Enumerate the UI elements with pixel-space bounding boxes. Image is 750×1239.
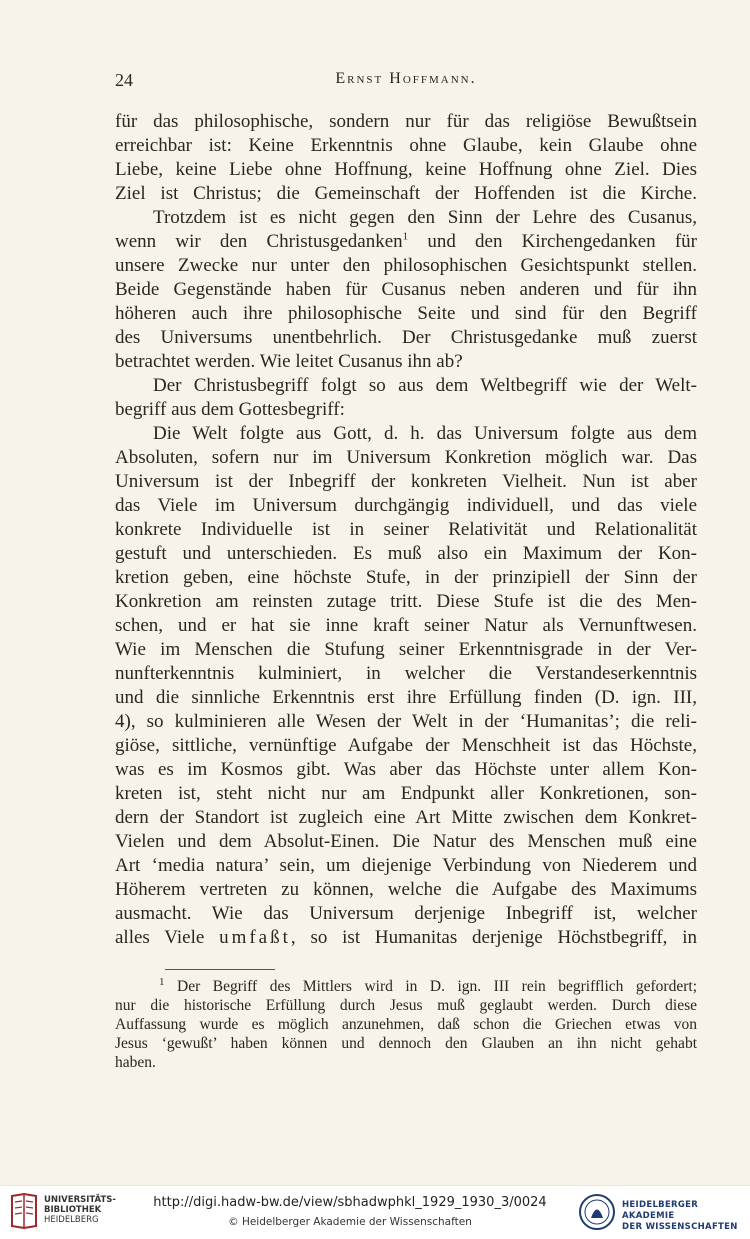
permalink-url[interactable]: http://digi.hadw-bw.de/view/sbhadwphkl_1929_1930_3/0024 (153, 1195, 547, 1210)
text-line: Beide Gegenstände haben für Cusanus neben anderen und für ihn (115, 279, 697, 300)
text-line: 4), so kulminieren alle Wesen der Welt in der ‘Humanitas’; die reli- (115, 711, 697, 732)
text-line: Höherem vertreten zu können, welche die Aufgabe des Maximums (115, 879, 697, 900)
text-line: Vielen und dem Absolut-Einen. Die Natur des Menschen muß eine (115, 831, 697, 852)
academy-name-line: HEIDELBERGER AKADEMIE (622, 1200, 699, 1221)
library-name-line: UNIVERSITÄTS- (44, 1195, 116, 1205)
text-line: schen, und er hat sie inne kraft seiner Natur als Vernunftwesen. (115, 615, 697, 636)
text-line: höheren auch ihre philosophische Seite und sind für den Begriff (115, 303, 697, 324)
academy-seal-icon[interactable] (578, 1191, 616, 1233)
text-line: ausmacht. Wie das Universum derjenige Inbegriff ist, welcher (115, 903, 697, 924)
emphasis-spaced: umfaßt (219, 927, 291, 948)
text-line: das Viele im Universum durchgängig individuell, und das viele (115, 495, 697, 516)
text-line (115, 230, 697, 254)
university-library-name (44, 1195, 116, 1225)
page-header (115, 70, 697, 94)
library-name-line: BIBLIOTHEK (44, 1205, 102, 1215)
text-fragment: wenn wir den Christusgedanken (115, 231, 403, 252)
footnote-line (115, 977, 697, 996)
footnote-line: Auffassung wurde es möglich anzunehmen, daß schon die Griechen etwas von (115, 1016, 697, 1033)
viewer-footer (0, 1185, 750, 1239)
footnote-line: nur die historische Erfüllung durch Jesus muß geglaubt werden. Durch diese (115, 997, 697, 1014)
text-line: für das philosophische, sondern nur für das religiöse Bewußtsein (115, 111, 697, 132)
text-fragment: alles Viele (115, 927, 205, 948)
page-number: 24 (115, 70, 133, 90)
text-line: Universum ist der Inbegriff der konkreten Vielheit. Nun ist aber (115, 471, 697, 492)
text-line: erreichbar ist: Keine Erkenntnis ohne Glaube, kein Glaube ohne (115, 135, 697, 156)
library-name-line: HEIDELBERG (44, 1215, 99, 1225)
text-line: des Universums unentbehrlich. Der Christusgedanke muß zuerst (115, 327, 697, 348)
footnote-marker: 1 (159, 975, 165, 988)
text-line: Ziel ist Christus; die Gemeinschaft der Hoffenden ist die Kirche. (115, 183, 697, 204)
text-line: kreten ist, steht nicht nur am Endpunkt aller Konkretionen, son- (115, 783, 697, 804)
footnote-line: Jesus ‘gewußt’ haben können und dennoch den Glauben an ihn nicht gehabt (115, 1035, 697, 1052)
text-line: gestuft und unterschieden. Es muß also ein Maximum der Kon- (115, 543, 697, 564)
academy-name (622, 1200, 750, 1233)
text-line: Konkretion am reinsten zutage tritt. Diese Stufe ist die des Men- (115, 591, 697, 612)
text-fragment: , so ist Humanitas derjenige Höchstbegriff, in (290, 927, 697, 948)
running-head: Ernst Hoffmann. (335, 70, 477, 87)
text-line: Liebe, keine Liebe ohne Hoffnung, keine Hoffnung ohne Ziel. Dies (115, 159, 697, 180)
footnote-line: haben. (115, 1054, 156, 1071)
university-library-logo-icon[interactable] (8, 1192, 40, 1230)
copyright-notice: © Heidelberger Akademie der Wissenschaften (228, 1216, 472, 1228)
text-line: was es im Kosmos gibt. Was aber das Höchste unter allem Kon- (115, 759, 697, 780)
text-line: konkrete Individuelle ist in seiner Relativität und Relationalität (115, 519, 697, 540)
academy-name-line: DER WISSENSCHAFTEN (622, 1222, 738, 1232)
text-line: giöse, sittliche, vernünftige Aufgabe der Menschheit ist das Höchste, (115, 735, 697, 756)
text-line: dern der Standort ist zugleich eine Art Mitte zwischen dem Konkret- (115, 807, 697, 828)
text-fragment: und den Kirchengedanken für (427, 231, 697, 252)
text-fragment: Der Begriff des Mittlers wird in D. ign. III rein begrifflich gefordert; (177, 978, 697, 995)
text-line: Wie im Menschen die Stufung seiner Erkenntnisgrade in der Ver- (115, 639, 697, 660)
text-line: unsere Zwecke nur unter den philosophischen Gesichtspunkt stellen. (115, 255, 697, 276)
text-line: kretion geben, eine höchste Stufe, in der prinzipiell der Sinn der (115, 567, 697, 588)
text-line: Der Christusbegriff folgt so aus dem Weltbegriff wie der Welt- (153, 375, 697, 396)
text-line: nunfterkenntnis kulminiert, in welcher die Verstandeserkenntnis (115, 663, 697, 684)
text-line: Trotzdem ist es nicht gegen den Sinn der Lehre des Cusanus, (153, 207, 697, 228)
text-line: betrachtet werden. Wie leitet Cusanus ihn ab? (115, 351, 463, 372)
text-line: Die Welt folgte aus Gott, d. h. das Universum folgte aus dem (153, 423, 697, 444)
text-line: begriff aus dem Gottesbegriff: (115, 399, 345, 420)
text-line (115, 926, 697, 950)
text-line: Absoluten, sofern nur im Universum Konkretion möglich war. Das (115, 447, 697, 468)
text-line: und die sinnliche Erkenntnis erst ihre Erfüllung finden (D. ign. III, (115, 687, 697, 708)
text-line: Art ‘media natura’ sein, um diejenige Verbindung von Niederem und (115, 855, 697, 876)
footnotes (115, 977, 697, 1072)
footnote-divider (165, 969, 275, 970)
body-text (115, 110, 697, 950)
footnote-ref: 1 (402, 230, 409, 243)
